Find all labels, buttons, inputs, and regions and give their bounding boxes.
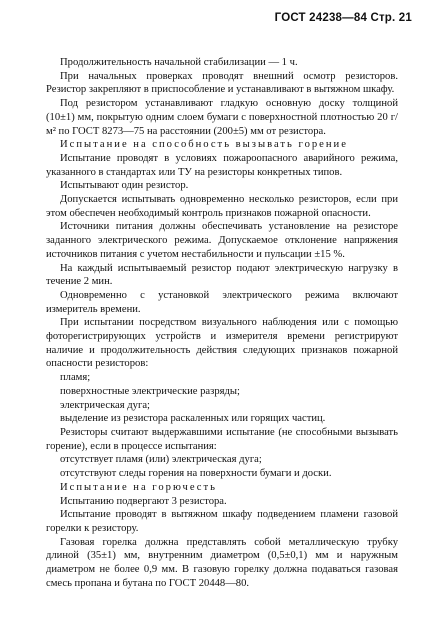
paragraph: При испытании посредством визуального наблюдения или с помощью фоторегистрирующих устройств и измерителя времени регистрируют наличие и продолжительность действия следующих признаков пожарной опасности резисторов: [46, 317, 398, 370]
list-item: выделение из резистора раскаленных или горящих частиц. [60, 413, 326, 425]
paragraph: Испытанию подвергают 3 резистора. [60, 495, 227, 507]
paragraph: Резисторы считают выдержавшими испытание (не способными вызывать горение), если в процессе испытания: [46, 426, 398, 452]
section-heading: Испытание на горючесть [60, 481, 217, 493]
section-heading: Испытание на способность вызывать горение [60, 139, 348, 151]
paragraph: Источники питания должны обеспечивать установление на резисторе заданного электрического режима. Допускаемое отклонение напряжения источников питания с учетом нестабильности и пульсации ±15 %. [46, 221, 398, 260]
paragraph: Допускается испытывать одновременно несколько резисторов, если при этом обеспечен необходимый контроль признаков пожарной опасности. [46, 194, 398, 219]
list-item: пламя; [60, 372, 91, 384]
list-item: поверхностные электрические разряды; [60, 385, 240, 397]
paragraph: При начальных проверках проводят внешний осмотр резисторов. Резистор закрепляют в приспособление и устанавливают в вытяжном шкафу. [46, 70, 398, 96]
paragraph: Испытание проводят в вытяжном шкафу подведением пламени газовой горелки к резистору. [46, 509, 398, 534]
paragraph: Под резистором устанавливают гладкую основную доску толщиной (10±1) мм, покрытую одним слоем бумаги с поверхностной плотностью 20 г/м² по ГОСТ 8273—75 на расстоянии (200±5) мм от резистора. [46, 98, 398, 137]
list-item: отсутствует пламя (или) электрическая дуга; [60, 454, 262, 466]
standard-number: ГОСТ 24238—84 [274, 12, 368, 24]
paragraph: Испытание проводят в условиях пожароопасного аварийного режима, указанного в стандартах или ТУ на резисторы конкретных типов. [46, 152, 398, 178]
page-header [275, 12, 412, 24]
paragraph: Газовая горелка должна представлять собой металлическую трубку длиной (35±1) мм, внутренним диаметром (0,5±0,1) мм и наружным диаметром не более 0,9 мм. В газовую горелку должна подаваться газовая смесь пропана и бутана по ГОСТ 20448—80. [46, 536, 398, 589]
paragraph: Продолжительность начальной стабилизации — 1 ч. [60, 57, 298, 68]
document-body [46, 56, 398, 590]
paragraph: На каждый испытываемый резистор подают электрическую нагрузку в течение 2 мин. [46, 262, 398, 288]
paragraph: Одновременно с установкой электрического режима включают измеритель времени. [46, 289, 398, 315]
paragraph: Испытывают один резистор. [60, 180, 189, 192]
list-item: отсутствуют следы горения на поверхности бумаги и доски. [60, 468, 332, 480]
page-number: Стр. 21 [370, 12, 412, 24]
list-item: электрическая дуга; [60, 399, 150, 411]
